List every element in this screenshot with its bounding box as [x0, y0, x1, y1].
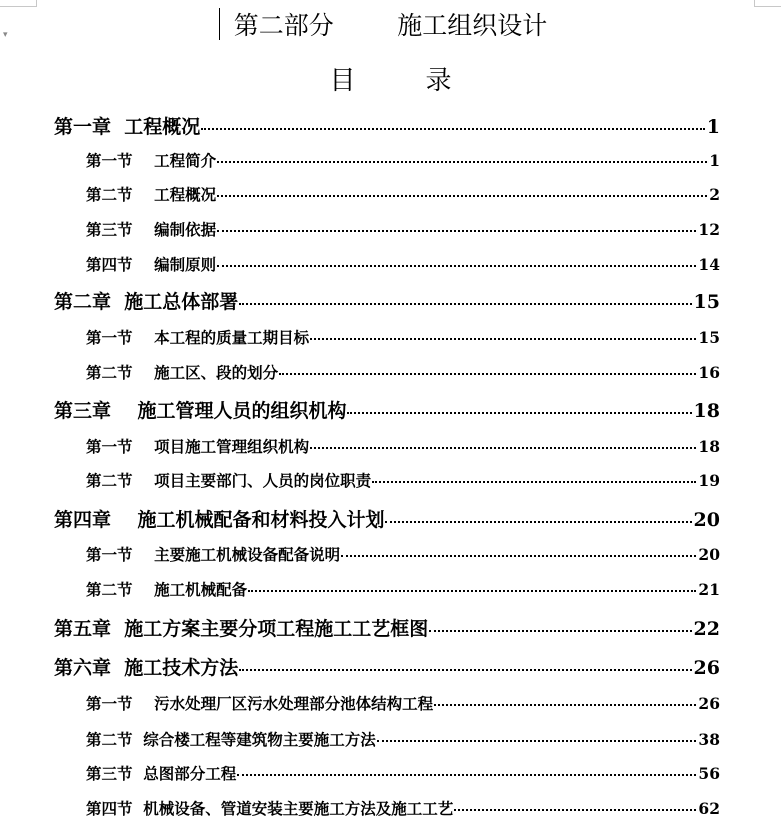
toc-dot-leader	[385, 521, 691, 523]
toc-chapter-entry[interactable]	[54, 653, 720, 680]
toc-dot-leader	[248, 590, 696, 592]
toc-section-entry[interactable]	[86, 469, 720, 491]
toc-section-entry[interactable]	[86, 149, 720, 171]
toc-entry-title: 第二节 综合楼工程等建筑物主要施工方法	[86, 730, 376, 749]
toc-entry-title: 第二节 施工区、段的划分	[86, 363, 279, 382]
toc-entry-title: 第一节 主要施工机械设备配备说明	[86, 545, 341, 564]
toc-page-number: 20	[698, 545, 720, 564]
toc-dot-leader	[217, 195, 707, 197]
toc-entry-title: 第一节 工程简介	[86, 151, 217, 170]
toc-page-number: 22	[693, 618, 720, 640]
toc-entry-title: 第二节 工程概况	[86, 185, 217, 204]
toc-page-number: 26	[693, 657, 720, 679]
toc-page-number: 20	[693, 509, 720, 531]
toc-chapter-entry[interactable]	[54, 505, 720, 532]
toc-page-number: 2	[709, 185, 720, 204]
page-marker-icon: ▾	[3, 30, 8, 40]
toc-section-entry[interactable]	[86, 543, 720, 565]
toc-page-number: 38	[698, 730, 720, 749]
toc-section-entry[interactable]	[86, 797, 720, 819]
toc-page-number: 12	[698, 220, 720, 239]
toc-entry-title: 第一节 项目施工管理组织机构	[86, 437, 310, 456]
toc-entry-title: 第三节 总图部分工程	[86, 764, 237, 783]
toc-chapter-entry[interactable]	[54, 396, 720, 423]
toc-dot-leader	[347, 412, 691, 414]
text-cursor	[219, 8, 220, 40]
toc-entry-title: 第三章 施工管理人员的组织机构	[54, 400, 347, 422]
toc-page-number: 18	[698, 437, 720, 456]
toc-entry-title: 第三节 编制依据	[86, 220, 217, 239]
toc-chapter-entry[interactable]	[54, 112, 720, 139]
toc-page-number: 16	[698, 363, 720, 382]
toc-entry-title: 第四章 施工机械配备和材料投入计划	[54, 509, 385, 531]
toc-entry-title: 第一节 本工程的质量工期目标	[86, 328, 310, 347]
toc-page-number: 14	[698, 255, 720, 274]
toc-dot-leader	[310, 338, 696, 340]
toc-dot-leader	[217, 265, 696, 267]
toc-entry-title: 第二节 施工机械配备	[86, 580, 248, 599]
toc-entry-title: 第四节 机械设备、管道安装主要施工方法及施工工艺	[86, 799, 454, 818]
toc-dot-leader	[429, 630, 691, 632]
toc-page-number: 62	[698, 799, 720, 818]
toc-dot-leader	[279, 373, 696, 375]
toc-chapter-entry[interactable]	[54, 614, 720, 641]
toc-entry-title: 第六章 施工技术方法	[54, 657, 239, 679]
toc-dot-leader	[434, 704, 696, 706]
toc-section-entry[interactable]	[86, 218, 720, 240]
toc-dot-leader	[201, 128, 705, 130]
toc-section-entry[interactable]	[86, 435, 720, 457]
toc-section-entry[interactable]	[86, 326, 720, 348]
toc-page-number: 26	[698, 694, 720, 713]
toc-dot-leader	[237, 774, 696, 776]
toc-page-number: 56	[698, 764, 720, 783]
toc-dot-leader	[310, 447, 696, 449]
toc-dot-leader	[454, 809, 696, 811]
toc-entry-title: 第二章 施工总体部署	[54, 291, 239, 313]
toc-dot-leader	[372, 481, 696, 483]
toc-page-number: 1	[706, 116, 720, 138]
toc-section-entry[interactable]	[86, 728, 720, 750]
toc-entry-title: 第一章 工程概况	[54, 116, 201, 138]
document-header-title: 第二部分 施工组织设计	[233, 11, 548, 40]
toc-section-entry[interactable]	[86, 578, 720, 600]
toc-dot-leader	[341, 555, 696, 557]
toc-dot-leader	[239, 303, 691, 305]
toc-section-entry[interactable]	[86, 183, 720, 205]
toc-section-entry[interactable]	[86, 361, 720, 383]
toc-entry-title: 第一节 污水处理厂区污水处理部分池体结构工程	[86, 694, 434, 713]
toc-dot-leader	[217, 230, 696, 232]
toc-section-entry[interactable]	[86, 762, 720, 784]
toc-dot-leader	[377, 740, 697, 742]
toc-entry-title: 第五章 施工方案主要分项工程施工工艺框图	[54, 618, 429, 640]
toc-page-number: 19	[698, 471, 720, 490]
toc-section-entry[interactable]	[86, 692, 720, 714]
toc-heading: 目录	[329, 66, 522, 96]
toc-page-number: 15	[698, 328, 720, 347]
toc-page-number: 1	[709, 151, 720, 170]
toc-entry-title: 第二节 项目主要部门、人员的岗位职责	[86, 471, 372, 490]
toc-chapter-entry[interactable]	[54, 287, 720, 314]
toc-page-number: 15	[693, 291, 720, 313]
toc-entry-title: 第四节 编制原则	[86, 255, 217, 274]
toc-page-number: 18	[693, 400, 720, 422]
toc-page-number: 21	[698, 580, 720, 599]
toc-section-entry[interactable]	[86, 253, 720, 275]
toc-dot-leader	[217, 161, 707, 163]
toc-dot-leader	[239, 669, 691, 671]
